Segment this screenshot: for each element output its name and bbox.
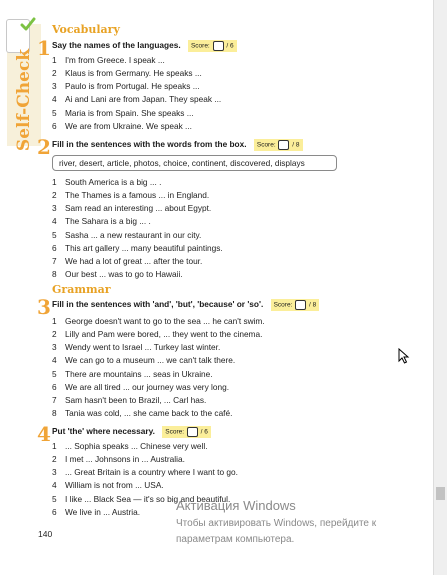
item-text: There are mountains ... seas in Ukraine.: [65, 368, 213, 379]
item-text: I'm from Greece. I speak ...: [65, 55, 165, 65]
section-grammar: Grammar: [52, 283, 111, 296]
item-number: 6: [52, 506, 57, 517]
item-number: 2: [52, 68, 57, 79]
item-text: We are all tired ... our journey was very long.: [65, 381, 230, 392]
item-number: 8: [52, 268, 57, 279]
list-item: [52, 68, 221, 81]
list-item: [52, 216, 223, 229]
item-number: 3: [52, 203, 57, 214]
item-number: 4: [52, 94, 57, 105]
list-item: [52, 121, 221, 134]
checkmark-icon: [20, 17, 36, 33]
item-text: We are from Ukraine. We speak ...: [65, 120, 192, 131]
mouse-cursor-icon: [398, 348, 410, 364]
list-item: [52, 203, 223, 216]
item-text: ... Great Britain is a country where I want to go.: [65, 467, 238, 478]
list-item: [52, 256, 223, 269]
item-number: 5: [52, 493, 57, 504]
item-number: 1: [52, 177, 57, 187]
score-box[interactable]: [295, 300, 306, 310]
item-number: 2: [52, 454, 57, 465]
item-text: The Thames is a famous ... in England.: [65, 190, 210, 201]
exercise-instruction: Put 'the' where necessary. Score: / 6: [52, 426, 211, 438]
item-text: This art gallery ... many beautiful paintings.: [65, 242, 223, 253]
item-text: We can go to a museum ... we can't talk there.: [65, 355, 236, 366]
activation-watermark-text: [176, 516, 376, 548]
item-number: 4: [52, 216, 57, 227]
list-item: [52, 243, 223, 256]
list-item: [52, 269, 223, 282]
list-item: [52, 81, 221, 94]
list-item: [52, 177, 223, 190]
exercise-number: 3: [37, 295, 51, 319]
item-text: I met ... Johnsons in ... Australia.: [65, 454, 185, 465]
list-item: [52, 382, 265, 395]
watermark-line: параметрам компьютера.: [176, 534, 295, 545]
item-number: 3: [52, 342, 57, 353]
score-badge: Score: / 8: [271, 299, 320, 311]
item-number: 6: [52, 242, 57, 253]
list-item: [52, 230, 223, 243]
section-vocabulary: Vocabulary: [52, 23, 120, 36]
item-text: South America is a big ... .: [65, 177, 162, 187]
item-number: 7: [52, 255, 57, 266]
exercise-instruction: Fill in the sentences with 'and', 'but', 'because' or 'so'. Score: / 8: [52, 299, 319, 311]
score-box[interactable]: [278, 140, 289, 150]
item-text: The Sahara is a big ... .: [65, 216, 151, 227]
scrollbar-thumb[interactable]: [436, 487, 445, 500]
score-badge: Score: / 8: [254, 139, 303, 151]
exercise-instruction: Say the names of the languages. Score: / 6: [52, 40, 237, 52]
list-item: [52, 441, 238, 454]
item-text: We live in ... Austria.: [65, 506, 141, 517]
list-item: [52, 190, 223, 203]
item-text: We had a lot of great ... after the tour.: [65, 255, 203, 266]
self-check-label: Self-Check: [14, 48, 34, 152]
item-text: Tania was cold, ... she came back to the café.: [65, 407, 233, 418]
item-text: Wendy went to Israel ... Turkey last winter.: [65, 342, 221, 353]
item-number: 6: [52, 381, 57, 392]
list-item: [52, 480, 238, 493]
exercise-3-list: [52, 316, 265, 421]
item-text: Sasha ... a new restaurant in our city.: [65, 229, 202, 240]
item-number: 3: [52, 81, 57, 92]
item-text: Klaus is from Germany. He speaks ...: [65, 68, 202, 79]
item-text: William is not from ... USA.: [65, 480, 164, 491]
list-item: [52, 316, 265, 329]
score-badge: Score: / 6: [162, 426, 211, 438]
item-number: 5: [52, 107, 57, 118]
list-item: [52, 395, 265, 408]
item-text: Maria is from Spain. She speaks ...: [65, 107, 194, 118]
score-box[interactable]: [213, 41, 224, 51]
item-number: 7: [52, 394, 57, 405]
list-item: [52, 454, 238, 467]
item-number: 3: [52, 467, 57, 478]
score-box[interactable]: [187, 427, 198, 437]
item-number: 4: [52, 480, 57, 491]
item-text: Lilly and Pam were bored, ... they went to the cinema.: [65, 329, 263, 340]
item-number: 1: [52, 316, 57, 326]
item-text: George doesn't want to go to the sea ... he can't swim.: [65, 316, 265, 326]
list-item: [52, 108, 221, 121]
item-number: 8: [52, 407, 57, 418]
list-item: [52, 369, 265, 382]
exercise-1-list: [52, 55, 221, 134]
item-number: 1: [52, 55, 57, 65]
score-badge: Score: / 6: [188, 40, 237, 52]
list-item: [52, 408, 265, 421]
item-text: Sam read an interesting ... about Egypt.: [65, 203, 212, 214]
list-item: [52, 355, 265, 368]
item-text: Paulo is from Portugal. He speaks ...: [65, 81, 200, 92]
item-number: 6: [52, 120, 57, 131]
item-number: 2: [52, 190, 57, 201]
item-text: Ai and Lani are from Japan. They speak ...: [65, 94, 222, 105]
item-number: 2: [52, 329, 57, 340]
exercise-2-list: [52, 177, 223, 282]
page-number: 140: [38, 529, 53, 539]
list-item: [52, 94, 221, 107]
watermark-line: Чтобы активировать Windows, перейдите к: [176, 518, 377, 529]
list-item: [52, 55, 221, 68]
exercise-instruction: Fill in the sentences with the words from the box. Score: / 8: [52, 139, 303, 151]
exercise-number: 4: [37, 422, 51, 446]
list-item: [52, 342, 265, 355]
word-box: river, desert, article, photos, choice, continent, discovered, displays: [52, 155, 337, 171]
item-text: Sam hasn't been to Brazil, ... Carl has.: [65, 394, 207, 405]
item-number: 1: [52, 441, 57, 451]
exercise-number: 1: [37, 36, 51, 60]
item-text: Our best ... was to go to Hawaii.: [65, 268, 183, 279]
item-text: I like ... Black Sea — it's so big and beautiful.: [65, 493, 231, 504]
item-number: 4: [52, 355, 57, 366]
item-text: ... Sophia speaks ... Chinese very well.: [65, 441, 208, 451]
list-item: [52, 329, 265, 342]
exercise-number: 2: [37, 135, 51, 159]
item-number: 5: [52, 229, 57, 240]
activation-watermark-title: Активация Windows: [176, 498, 296, 513]
list-item: [52, 467, 238, 480]
item-number: 5: [52, 368, 57, 379]
